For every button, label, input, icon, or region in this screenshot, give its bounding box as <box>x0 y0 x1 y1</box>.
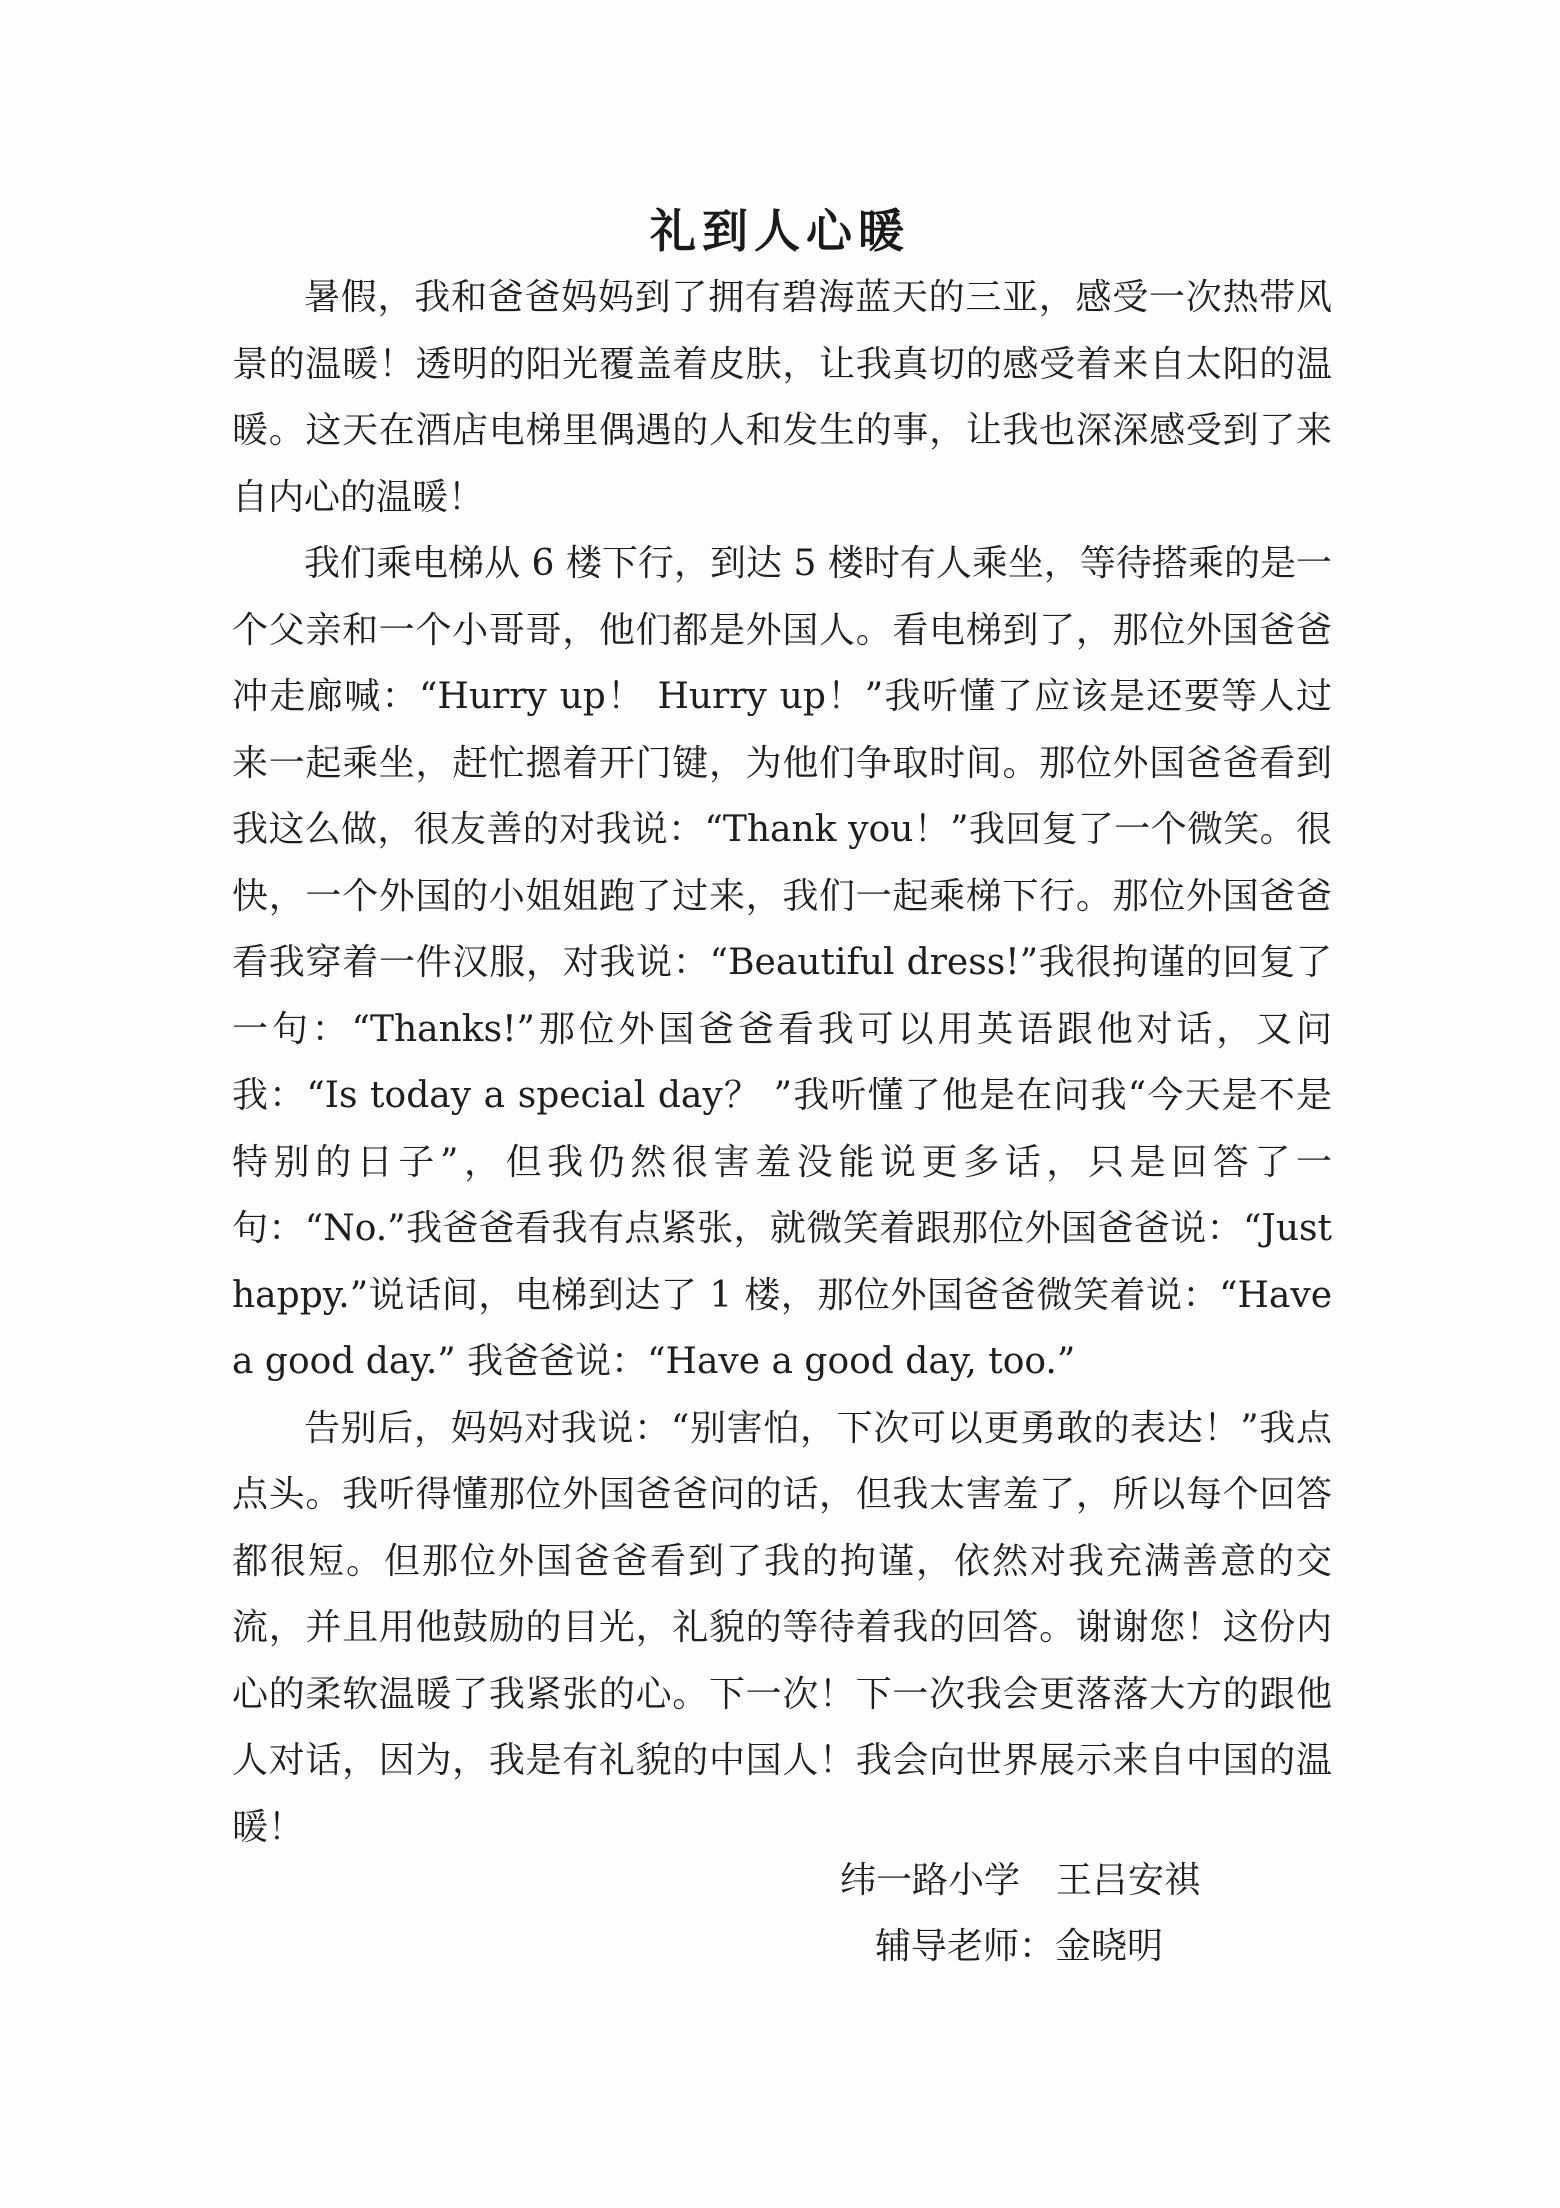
document-title: 礼到人心暖 <box>650 204 910 258</box>
paragraph-1: 暑假，我和爸爸妈妈到了拥有碧海蓝天的三亚，感受一次热带风景的温暖！透明的阳光覆盖着皮肤，让我真切的感受着来自太阳的温暖。这天在酒店电梯里偶遇的人和发生的事，让我也深深感受到了来自内心的温暖！ <box>232 277 1332 518</box>
paragraph-2: 我们乘电梯从 6 楼下行，到达 5 楼时有人乘坐，等待搭乘的是一个父亲和一个小哥哥，他们都是外国人。看电梯到了，那位外国爸爸冲走廊喊：“Hurry up！ Hurry up！”我听懂了应该是还要等人过来一起乘坐，赶忙摁着开门键，为他们争取时间。那位外国爸爸看到我这么做，很友善的对我说：“Thank you！”我回复了一个微笑。很快，一个外国的小姐姐跑了过来，我们一起乘梯下行。那位外国爸爸看我穿着一件汉服，对我说：“Beautiful dress!”我很拘谨的回复了一句：“Thanks!”那位外国爸爸看我可以用英语跟他对话，又问我：“Is today a special day？ ”我听懂了他是在问我“今天是不是特别的日子”，但我仍然很害羞没能说更多话，只是回答了一句：“No.”我爸爸看我有点紧张，就微笑着跟那位外国爸爸说：“Just happy.”说话间，电梯到达了 1 楼，那位外国爸爸微笑着说：“Have a good day.” 我爸爸说：“Have a good day, too.” <box>232 543 1332 1382</box>
paragraph-3: 告别后，妈妈对我说：“别害怕，下次可以更勇敢的表达！”我点点头。我听得懂那位外国爸爸问的话，但我太害羞了，所以每个回答都很短。但那位外国爸爸看到了我的拘谨，依然对我充满善意的交流，并且用他鼓励的目光，礼貌的等待着我的回答。谢谢您！这份内心的柔软温暖了我紧张的心。下一次！下一次我会更落落大方的跟他人对话，因为，我是有礼貌的中国人！我会向世界展示来自中国的温暖！ <box>232 1407 1332 1848</box>
teacher-line: 辅导老师：金晓明 <box>875 1926 1164 1967</box>
document-body <box>232 265 1332 1861</box>
author-line: 纬一路小学 王吕安祺 <box>840 1860 1201 1901</box>
signature-block <box>820 1848 1320 1980</box>
